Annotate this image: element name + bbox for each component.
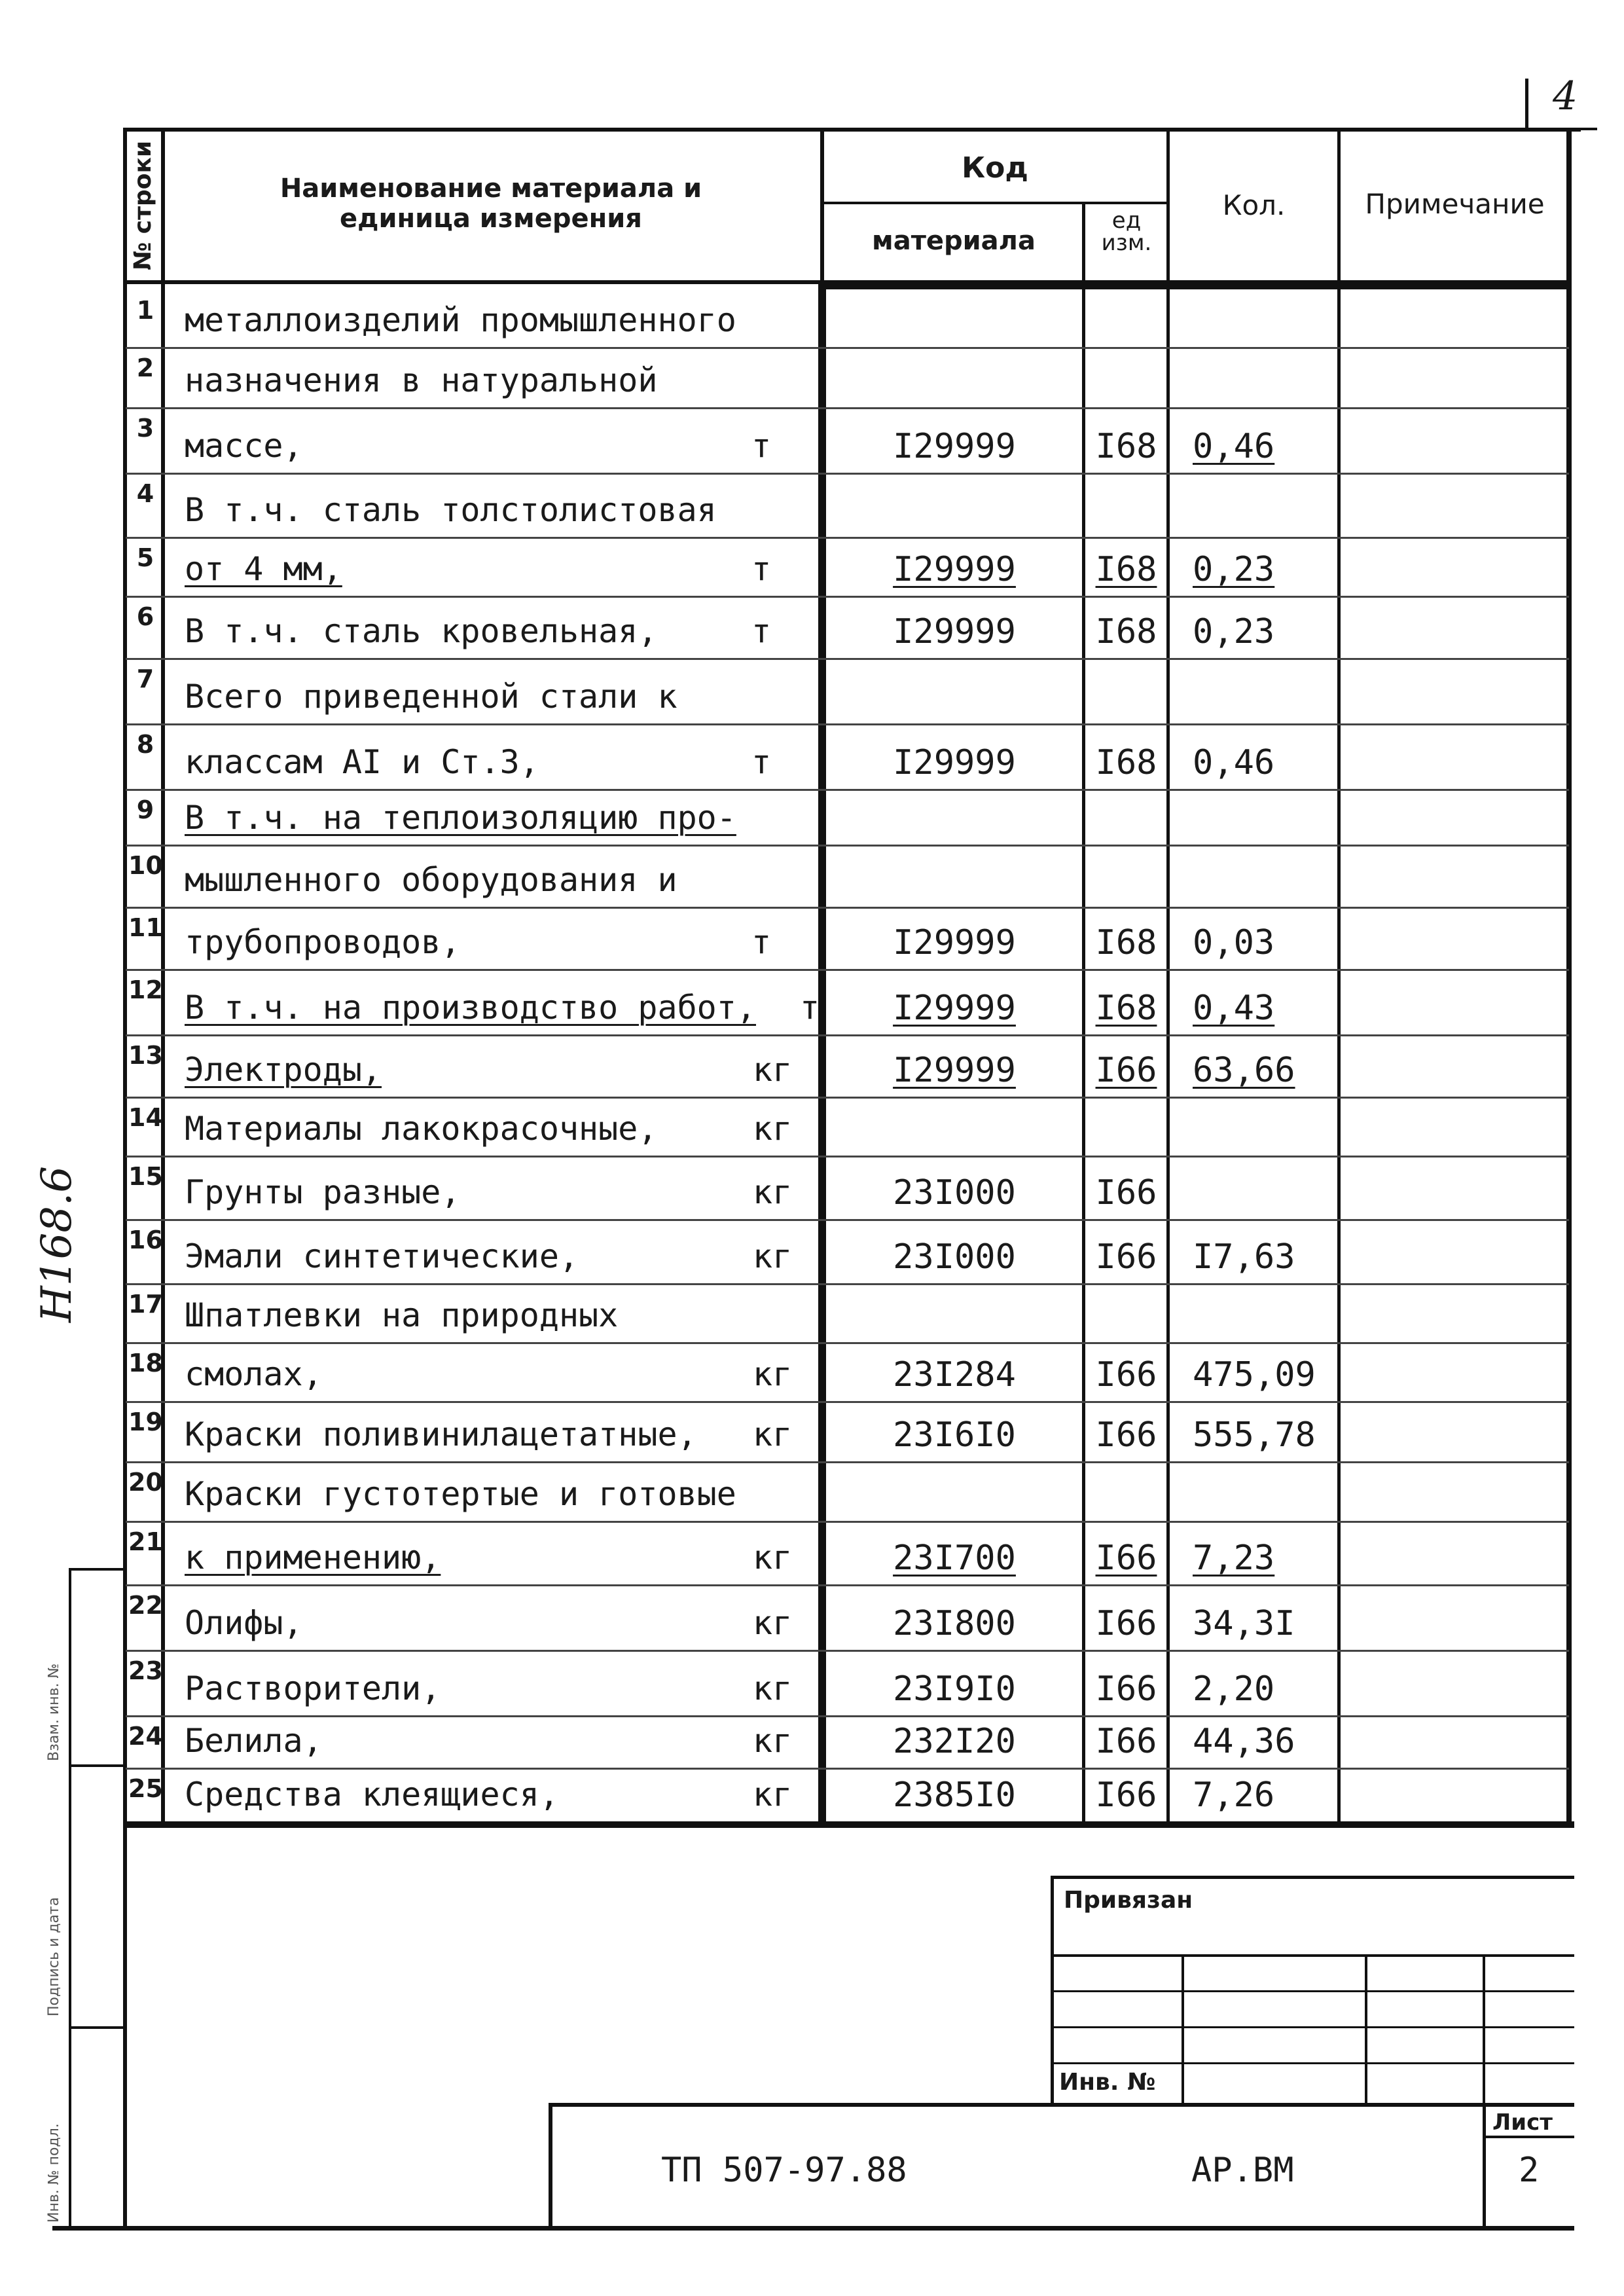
quantity: 0,23 bbox=[1193, 550, 1275, 589]
quantity: 0,03 bbox=[1193, 923, 1275, 962]
unit-of-measure: кг bbox=[753, 1355, 793, 1393]
unit-of-measure: кг bbox=[753, 1669, 793, 1707]
body-thick-left bbox=[818, 284, 826, 1828]
quantity: 555,78 bbox=[1193, 1415, 1316, 1455]
name-header: Наименование материала и единица измерения bbox=[280, 173, 702, 234]
unit-of-measure: кг bbox=[753, 1237, 793, 1275]
row-number: 7 bbox=[136, 665, 154, 693]
material-name: назначения в натуральной bbox=[185, 361, 658, 399]
material-code: 23I800 bbox=[893, 1604, 1016, 1643]
body-thick-top bbox=[822, 283, 1572, 289]
material-name: Белила, bbox=[185, 1722, 323, 1760]
row-separator bbox=[126, 1715, 1569, 1717]
tb-col-1 bbox=[1182, 1954, 1184, 2105]
material-name: В т.ч. сталь кровельная, bbox=[185, 612, 658, 650]
row-separator bbox=[126, 1219, 1569, 1221]
row-number: 9 bbox=[136, 795, 154, 824]
stamp-vzam-inv: Взам. инв. № bbox=[46, 1663, 62, 1761]
quantity: 7,23 bbox=[1193, 1539, 1275, 1578]
tb-list-label: Лист bbox=[1492, 2109, 1553, 2136]
row-number: 17 bbox=[128, 1290, 163, 1319]
row-number: 2 bbox=[136, 354, 154, 382]
unit-code: I68 bbox=[1095, 612, 1157, 651]
material-code: 23I6I0 bbox=[893, 1415, 1016, 1455]
tb-list-left bbox=[1483, 2103, 1486, 2231]
unit-of-measure: т bbox=[751, 923, 772, 961]
material-name: Растворители, bbox=[185, 1669, 441, 1707]
stamp-top-line bbox=[69, 1568, 124, 1571]
material-code: I29999 bbox=[893, 1051, 1016, 1090]
stamp-line-1 bbox=[69, 1764, 124, 1767]
tb-section: АР.ВМ bbox=[1191, 2151, 1294, 2190]
row-separator bbox=[126, 473, 1569, 475]
unit-of-measure: т bbox=[751, 427, 772, 465]
table-top-border bbox=[124, 128, 1581, 132]
unit-of-measure: кг bbox=[753, 1051, 793, 1089]
qty-col-border bbox=[1337, 128, 1341, 1823]
row-number: 21 bbox=[128, 1527, 163, 1556]
unit-code: I66 bbox=[1095, 1722, 1157, 1761]
unit-of-measure: кг bbox=[753, 1110, 793, 1148]
material-name: Шпатлевки на природных bbox=[185, 1296, 619, 1334]
row-number: 5 bbox=[136, 543, 154, 572]
tb-list-no: 2 bbox=[1519, 2151, 1540, 2190]
material-name: металлоизделий промышленного bbox=[185, 301, 736, 339]
unit-code: I66 bbox=[1095, 1539, 1157, 1578]
unit-of-measure: т bbox=[800, 989, 820, 1027]
row-number: 24 bbox=[128, 1722, 163, 1751]
table-left-border bbox=[123, 128, 127, 2229]
row-number: 8 bbox=[136, 730, 154, 759]
quantity: 0,46 bbox=[1193, 743, 1275, 782]
material-name: мышленного оборудования и bbox=[185, 861, 677, 899]
row-number: 12 bbox=[128, 975, 163, 1004]
material-name: Средства клеящиеся, bbox=[185, 1776, 559, 1813]
material-name: смолах, bbox=[185, 1355, 323, 1393]
qty-header: Кол. bbox=[1222, 189, 1286, 221]
material-code: I29999 bbox=[893, 923, 1016, 962]
material-name: В т.ч. сталь толстолистовая bbox=[185, 491, 717, 529]
unit-code: I66 bbox=[1095, 1237, 1157, 1277]
row-separator bbox=[126, 1156, 1569, 1157]
material-name: Всего приведенной стали к bbox=[185, 678, 677, 716]
row-number: 22 bbox=[128, 1591, 163, 1620]
row-separator bbox=[126, 658, 1569, 660]
unit-code: I66 bbox=[1095, 1355, 1157, 1394]
unit-of-measure: т bbox=[751, 743, 772, 781]
quantity: 7,26 bbox=[1193, 1776, 1275, 1815]
tb-privyazan-label: Привязан bbox=[1064, 1887, 1193, 1914]
material-code: 2385I0 bbox=[893, 1776, 1016, 1815]
row-separator bbox=[126, 1584, 1569, 1586]
unit-code: I68 bbox=[1095, 923, 1157, 962]
row-number: 13 bbox=[128, 1041, 163, 1070]
tb-line-b bbox=[1051, 1990, 1574, 1992]
tb-col-3 bbox=[1483, 1954, 1485, 2105]
material-name: к применению, bbox=[185, 1539, 441, 1576]
unit-of-measure: кг bbox=[753, 1173, 793, 1211]
row-separator bbox=[126, 789, 1569, 791]
quantity: 63,66 bbox=[1193, 1051, 1295, 1090]
unit-of-measure: кг bbox=[753, 1776, 793, 1813]
unit-of-measure: т bbox=[751, 550, 772, 588]
row-separator bbox=[126, 907, 1569, 909]
material-code: 232I20 bbox=[893, 1722, 1016, 1761]
row-separator bbox=[126, 1342, 1569, 1344]
material-code: I29999 bbox=[893, 743, 1016, 782]
quantity: 2,20 bbox=[1193, 1669, 1275, 1709]
quantity: 0,46 bbox=[1193, 427, 1275, 466]
row-number: 20 bbox=[128, 1468, 163, 1497]
row-separator bbox=[126, 1461, 1569, 1463]
unit-code: I66 bbox=[1095, 1776, 1157, 1815]
material-name: Эмали синтетические, bbox=[185, 1237, 579, 1275]
stamp-podpis-data: Подпись и дата bbox=[46, 1897, 62, 2016]
row-separator bbox=[126, 723, 1569, 725]
tb-line-a bbox=[1051, 1954, 1574, 1957]
row-number: 19 bbox=[128, 1408, 163, 1436]
row-number: 14 bbox=[128, 1103, 163, 1132]
tb-line-c bbox=[1051, 2026, 1574, 2028]
row-number: 25 bbox=[128, 1774, 163, 1803]
row-number: 3 bbox=[136, 414, 154, 443]
stamp-left-line bbox=[69, 1568, 71, 2229]
row-separator bbox=[126, 1650, 1569, 1652]
quantity: 0,43 bbox=[1193, 989, 1275, 1028]
table-bottom-line bbox=[124, 1821, 1574, 1828]
material-code: I29999 bbox=[893, 989, 1016, 1028]
handwritten-side-note: Н168.6 bbox=[33, 1165, 81, 1322]
material-code: 23I700 bbox=[893, 1539, 1016, 1578]
quantity: 34,3I bbox=[1193, 1604, 1295, 1643]
row-separator bbox=[126, 537, 1569, 539]
material-name: Краски поливинилацетатные, bbox=[185, 1415, 697, 1453]
tb-list-sep bbox=[1483, 2136, 1574, 2138]
material-header: материала bbox=[872, 226, 1036, 256]
material-code: 23I284 bbox=[893, 1355, 1016, 1394]
table-right-border bbox=[1566, 128, 1572, 1823]
row-separator bbox=[126, 347, 1569, 349]
row-separator bbox=[126, 596, 1569, 598]
page-bottom-line bbox=[52, 2226, 1574, 2231]
stamp-inv-podl: Инв. № подл. bbox=[46, 2123, 62, 2223]
unit-of-measure: кг bbox=[753, 1722, 793, 1760]
material-name: трубопроводов, bbox=[185, 923, 461, 961]
corner-sheet-number: 4 bbox=[1553, 73, 1578, 119]
row-separator bbox=[126, 1521, 1569, 1523]
unit-of-measure: кг bbox=[753, 1539, 793, 1576]
unit-code: I66 bbox=[1095, 1173, 1157, 1212]
row-number: 10 bbox=[128, 851, 163, 880]
row-number: 23 bbox=[128, 1656, 163, 1685]
unit-of-measure: кг bbox=[753, 1415, 793, 1453]
tb-doc-code: ТП 507-97.88 bbox=[661, 2151, 907, 2190]
material-code: I29999 bbox=[893, 550, 1016, 589]
unit-of-measure: т bbox=[751, 612, 772, 650]
material-code: 23I000 bbox=[893, 1237, 1016, 1277]
note-header: Примечание bbox=[1365, 188, 1545, 220]
material-name: Грунты разные, bbox=[185, 1173, 461, 1211]
row-separator bbox=[126, 1034, 1569, 1036]
quantity: I7,63 bbox=[1193, 1237, 1295, 1277]
row-number: 15 bbox=[128, 1162, 163, 1191]
code-header: Код bbox=[962, 151, 1028, 185]
row-separator bbox=[126, 969, 1569, 971]
quantity: 0,23 bbox=[1193, 612, 1275, 651]
material-name: Материалы лакокрасочные, bbox=[185, 1110, 658, 1148]
material-code: 23I000 bbox=[893, 1173, 1016, 1212]
stamp-line-2 bbox=[69, 2026, 124, 2029]
row-separator bbox=[126, 1283, 1569, 1285]
material-name: Краски густотертые и готовые bbox=[185, 1475, 736, 1513]
row-number: 4 bbox=[136, 479, 154, 508]
unit-code: I68 bbox=[1095, 550, 1157, 589]
row-separator bbox=[126, 845, 1569, 847]
row-number: 11 bbox=[128, 913, 163, 942]
unit-of-measure: кг bbox=[753, 1604, 793, 1642]
tb-inv-no-label: Инв. № bbox=[1059, 2069, 1156, 2096]
unit-code: I68 bbox=[1095, 989, 1157, 1028]
row-number: 1 bbox=[136, 296, 154, 325]
row-separator bbox=[126, 1768, 1569, 1770]
material-name: В т.ч. на производство работ, bbox=[185, 989, 756, 1027]
unit-code: I66 bbox=[1095, 1604, 1157, 1643]
unit-code: I66 bbox=[1095, 1415, 1157, 1455]
tb-line-d bbox=[1051, 2062, 1574, 2064]
material-name: массе, bbox=[185, 427, 303, 465]
tb-main-top bbox=[550, 2103, 1574, 2107]
tb-col-2 bbox=[1365, 1954, 1367, 2105]
material-name: классам АI и Ст.3, bbox=[185, 743, 539, 781]
row-separator bbox=[126, 1401, 1569, 1403]
row-number: 16 bbox=[128, 1226, 163, 1254]
tb-privyazan-top bbox=[1051, 1876, 1574, 1879]
row-no-header: № строки bbox=[130, 140, 156, 271]
quantity: 44,36 bbox=[1193, 1722, 1295, 1761]
material-name: Олифы, bbox=[185, 1604, 303, 1642]
material-code: 23I9I0 bbox=[893, 1669, 1016, 1709]
row-separator bbox=[126, 407, 1569, 409]
unit-code: I66 bbox=[1095, 1051, 1157, 1090]
quantity: 475,09 bbox=[1193, 1355, 1316, 1394]
material-code: I29999 bbox=[893, 427, 1016, 466]
code-subheader-line bbox=[822, 202, 1169, 204]
unit-code: I66 bbox=[1095, 1669, 1157, 1709]
material-name: В т.ч. на теплоизоляцию про- bbox=[185, 799, 736, 837]
row-number: 18 bbox=[128, 1349, 163, 1377]
unit-code: I68 bbox=[1095, 427, 1157, 466]
material-name: Электроды, bbox=[185, 1051, 382, 1089]
tb-main-left bbox=[549, 2103, 552, 2231]
unit-code: I68 bbox=[1095, 743, 1157, 782]
material-name: от 4 мм, bbox=[185, 550, 342, 588]
row-number: 6 bbox=[136, 602, 154, 631]
material-code: I29999 bbox=[893, 612, 1016, 651]
unit-measure-header: ед изм. bbox=[1101, 208, 1152, 256]
corner-mark bbox=[1525, 79, 1528, 131]
row-separator bbox=[126, 1097, 1569, 1099]
